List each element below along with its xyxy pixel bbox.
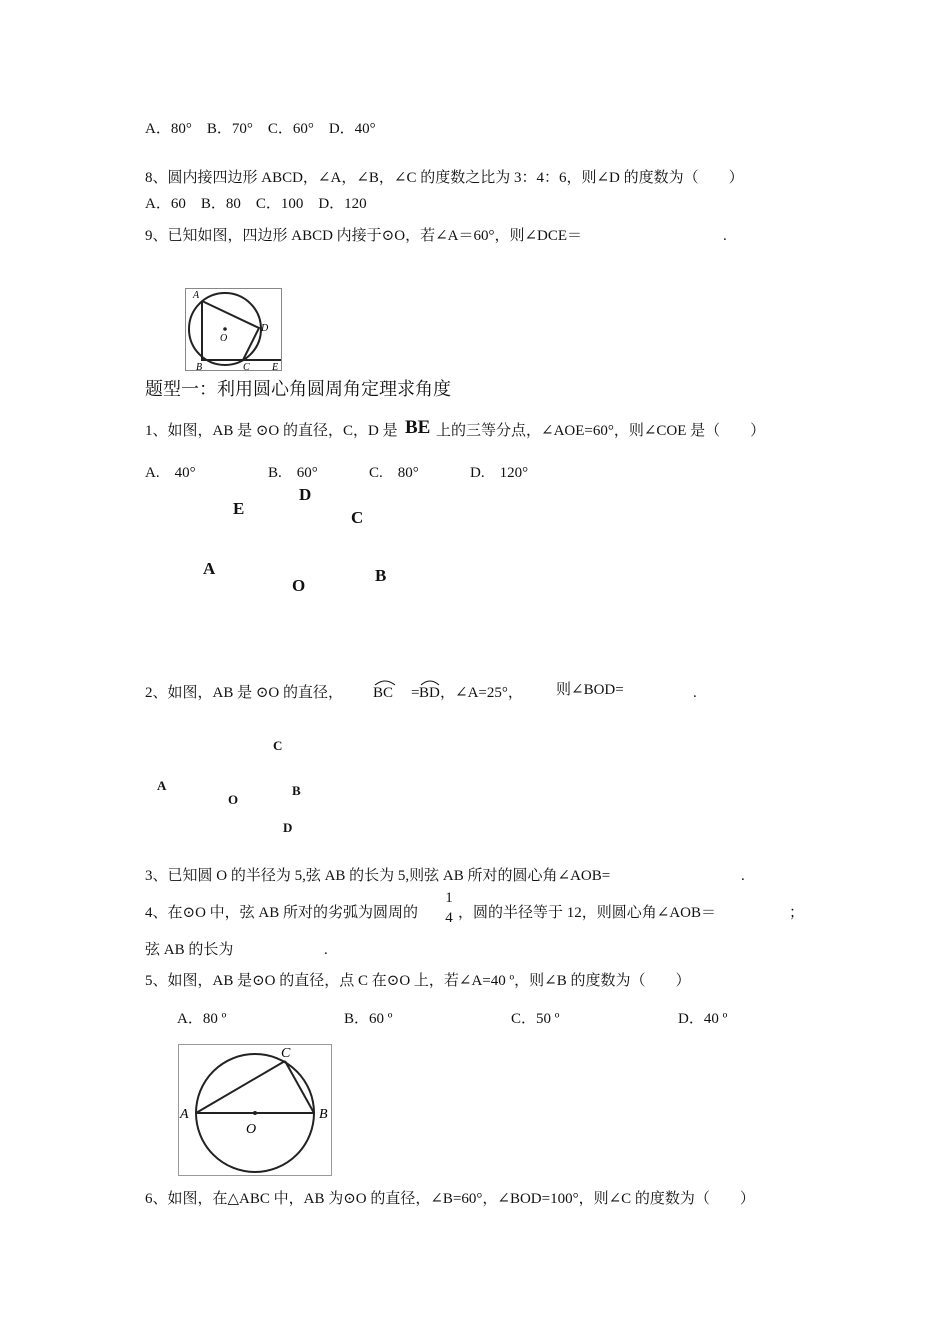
p1-stem-a: 1、如图，AB 是 ⊙O 的直径，C，D 是 [145,423,398,439]
q9-label-c: C [243,362,250,372]
p5-label-a: A [180,1107,189,1122]
p1-option-a: A. 40° [145,465,196,481]
p5-option-c: C．50 º [511,1011,560,1027]
p1-label-a: A [203,559,216,578]
p2-arc-mark-1 [373,678,397,686]
q9-label-d: D [261,323,269,334]
q9-label-o: O [220,333,228,344]
p4-line2: 弦 AB 的长为 [145,942,234,958]
section-heading: 题型一：利用圆心角圆周角定理求角度 [145,379,451,399]
p2-label-c: C [273,738,283,753]
p4-fraction [442,888,456,928]
p5-center-dot [253,1111,257,1115]
p1-stem-b: 上的三等分点，∠AOE=60°，则∠COE 是（ ） [436,423,766,439]
p2-label-a: A [157,778,167,793]
p1-option-c: C. 80° [369,465,419,481]
q9-figure [185,288,283,372]
q9-period: . [723,228,727,244]
p1-label-c: C [351,508,364,527]
p5-option-d: D．40 º [678,1011,728,1027]
p4-fraction-numerator: 1 [445,890,453,906]
p1-label-d: D [299,485,312,504]
p2-stem-b: ，∠A=25°， [440,685,523,701]
p5-label-b: B [319,1107,328,1122]
p2-label-d: D [283,820,293,835]
p5-stem: 5、如图，AB 是⊙O 的直径，点 C 在⊙O 上，若∠A=40 º，则∠B 的度数为（ ） [145,973,691,989]
p5-label-c: C [281,1046,291,1061]
p4-semicolon: ； [789,905,805,921]
q9-stem: 9、已知如图，四边形 ABCD 内接于⊙O，若∠A＝60°，则∠DCE＝ [145,228,583,244]
q9-label-e: E [272,362,279,372]
p2-arc-mark-2 [419,678,441,686]
q9-label-a: A [193,290,200,301]
p5-chord-ac [196,1061,285,1113]
p2-label-o: O [228,792,239,807]
p6-stem: 6、如图，在△ABC 中，AB 为⊙O 的直径，∠B=60°，∠BOD=100°，则∠C 的度数为（ ） [145,1191,755,1207]
p1-label-o: O [292,576,306,595]
q9-label-b: B [196,362,203,372]
q9-center-dot [223,327,227,331]
q9-quadrilateral [202,301,259,360]
p1-label-b: B [375,566,387,585]
p4-stem-b: ，圆的半径等于 12，则圆心角∠AOB＝ [458,905,716,921]
p5-option-b: B．60 º [344,1011,393,1027]
p4-stem-a: 4、在⊙O 中，弦 AB 所对的劣弧为圆周的 [145,905,418,921]
p2-stem-c: 则∠BOD= [556,682,624,698]
p4-fraction-denominator: 4 [445,910,453,926]
p1-label-e: E [233,499,245,518]
q7-options: A．80° B．70° C．60° D．40° [145,121,376,137]
p2-stem-a: 2、如图，AB 是 ⊙O 的直径， [145,685,343,701]
p1-option-b: B. 60° [268,465,318,481]
p5-label-o: O [246,1122,257,1137]
p3-period: . [741,868,745,884]
p2-arc-bd: BD [419,683,440,703]
p5-option-a: A．80 º [177,1011,227,1027]
p2-label-b: B [292,783,301,798]
p4-period: . [324,942,328,958]
p1-stem-be: BE [405,417,431,438]
p5-figure [178,1044,333,1177]
p3-stem: 3、已知圆 O 的半径为 5,弦 AB 的长为 5,则弦 AB 所对的圆心角∠AOB= [145,868,611,884]
q8-options: A．60 B．80 C．100 D．120 [145,196,367,212]
q8-stem: 8、圆内接四边形 ABCD，∠A，∠B，∠C 的度数之比为 3：4：6，则∠D 的度数为（ ） [145,170,744,186]
p2-arc-bc: BC [373,683,393,703]
p2-equals: = [411,685,420,701]
p1-option-d: D. 120° [470,465,529,481]
p2-period: . [693,685,697,701]
p5-chord-cb [285,1061,314,1113]
